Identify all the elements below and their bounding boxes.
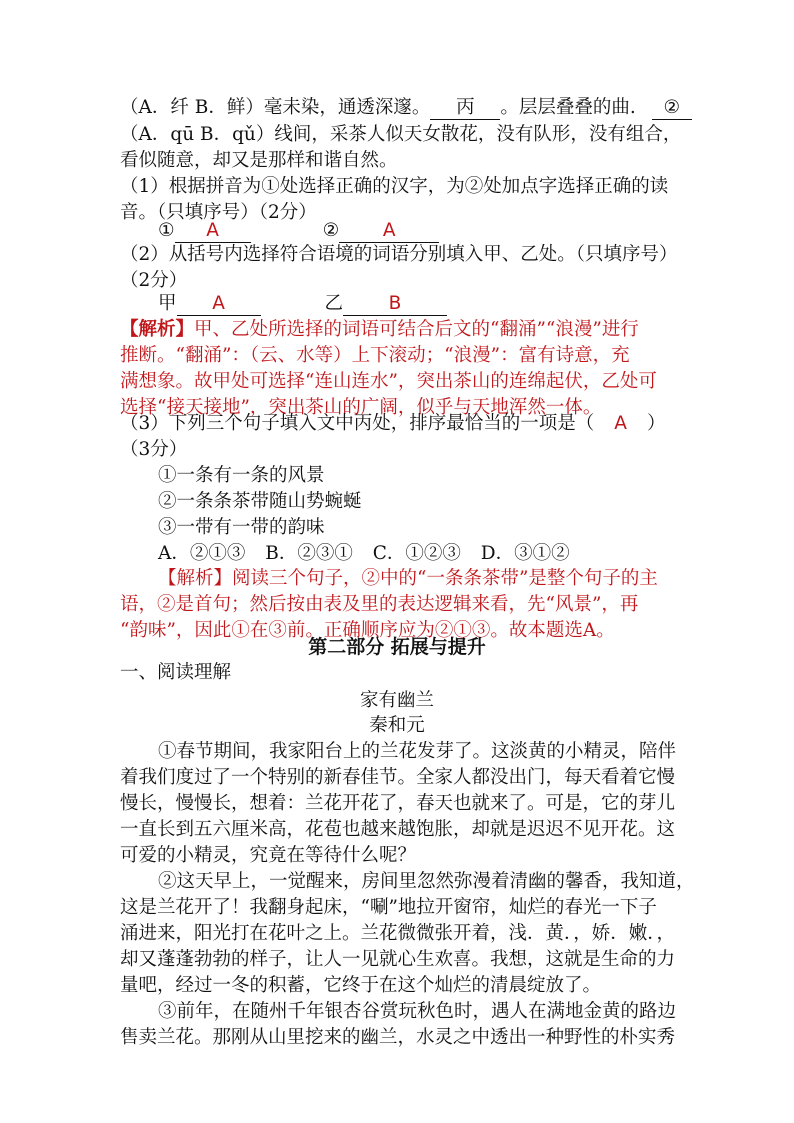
q3-line-1 <box>120 412 665 436</box>
article-author: 秦和元 <box>369 715 425 736</box>
intro-line-1 <box>120 96 692 120</box>
q3-answer: A <box>614 413 627 434</box>
q3-analysis-line-3: “韵味”，因此①在③前。正确顺序应为②①③。故本题选A。 <box>120 620 615 641</box>
q3-line-2: （3分） <box>120 439 188 460</box>
intro-line-2: （A．qū B．qǔ）线间，采茶人似天女散花，没有队形，没有组合， <box>120 124 682 145</box>
passage-p1-line-4: 一直长到五六厘米高，花苞也越来越饱胀，却就是迟迟不见开花。这 <box>120 819 676 840</box>
q2-line-2: （2分） <box>120 270 188 291</box>
passage-p1-line-5: 可爱的小精灵，究竟在等待什么呢？ <box>120 845 417 866</box>
intro-text: （A．纤 B．鲜）毫未染，通透深邃。 <box>120 97 431 118</box>
intro-line-3: 看似随意，却又是那样和谐自然。 <box>120 150 398 171</box>
q1-answer-2: A <box>339 219 439 243</box>
q2-label-yi: 乙 <box>324 293 344 314</box>
q1-line-2: 音。（只填序号）（2分） <box>120 202 317 223</box>
q3-sentence-3: ③一带有一带的韵味 <box>158 517 325 538</box>
passage-p2-line-3: 涌进来，阳光打在花叶之上。兰花微微张开着，浅．黄．，娇．嫩．， <box>120 923 676 944</box>
passage-p1-line-3: 慢长，慢慢长，想着：兰花开花了，春天也就来了。可是，它的芽儿 <box>120 793 676 814</box>
q2-analysis-line-4: 选择“接天接地”，突出茶山的广阔，似乎与天地浑然一体。 <box>120 397 602 418</box>
q3-analysis-line-1: 【解析】阅读三个句子，②中的“一条条茶带”是整个句子的主 <box>158 568 658 589</box>
q3-sentence-2: ②一条条茶带随山势蜿蜒 <box>158 491 362 512</box>
q2-answers <box>158 292 447 316</box>
q3-analysis-line-2: 语，②是首句；然后按由表及里的表达逻辑来看，先“风景”，再 <box>120 594 639 615</box>
section-title: 一、阅读理解 <box>120 662 232 683</box>
intro-text: 。层层叠叠的曲. <box>500 97 636 118</box>
passage-p3-line-1: ③前年，在随州千年银杏谷赏玩秋色时，遇人在满地金黄的路边 <box>158 1001 677 1022</box>
q2-answer-jia: A <box>177 292 261 316</box>
q2-line-1: （2）从括号内选择符合语境的词语分别填入甲、乙处。（只填序号） <box>120 244 678 265</box>
passage-p2-line-4: 却又蓬蓬勃勃的样子，让人一见就心生欢喜。我想，这就是生命的力 <box>120 949 676 970</box>
q3-text-end: ） <box>646 413 666 434</box>
q3-options: A．②①③ B．②③① C．①②③ D．③①② <box>158 543 570 564</box>
passage-p1-line-2: 着我们度过了一个特别的新春佳节。全家人都没出门，每天看着它慢 <box>120 767 676 788</box>
q2-analysis-line-1 <box>120 318 639 342</box>
analysis-tag: 【解析】 <box>120 319 195 340</box>
passage-p2-line-1: ②这天早上，一觉醒来，房间里忽然弥漫着清幽的馨香，我知道， <box>158 871 695 892</box>
q2-answer-yi: B <box>343 292 447 316</box>
q1-label-1: ① <box>158 220 175 241</box>
passage-p2-line-5: 量吧，经过一冬的积蓄，它终于在这个灿烂的清晨绽放了。 <box>120 975 602 996</box>
passage-p2-line-2: 这是兰花开了！我翻身起床，“唰”地拉开窗帘，灿烂的春光一下子 <box>120 897 657 918</box>
q2-analysis-line-2: 推断。“翻涌”：（云、水等）上下滚动；“浪漫”：富有诗意，充 <box>120 345 630 366</box>
q1-line-1: （1）根据拼音为①处选择正确的汉字，为②处加点字选择正确的读 <box>120 176 669 197</box>
passage-p3-line-2: 售卖兰花。那刚从山里挖来的幽兰，水灵之中透出一种野性的朴实秀 <box>120 1027 676 1048</box>
q3-text: （3）下列三个句子填入文中丙处，排序最恰当的一项是（ <box>120 413 595 434</box>
q3-sentence-1: ①一条有一条的风景 <box>158 465 325 486</box>
article-title: 家有幽兰 <box>359 690 434 711</box>
q1-answer-1: A <box>175 219 251 243</box>
passage-p1-line-1: ①春节期间，我家阳台上的兰花发芽了。这淡黄的小精灵，陪伴 <box>158 741 677 762</box>
q2-label-jia: 甲 <box>158 293 177 314</box>
blank-bing: 丙 <box>430 96 500 120</box>
q1-label-2: ② <box>322 220 340 241</box>
analysis-text: 甲、乙处所选择的词语可结合后文的“翻涌”“浪漫”进行 <box>194 319 639 340</box>
q1-answers <box>158 219 439 243</box>
part2-heading: 第二部分 拓展与提升 <box>308 636 486 658</box>
q2-analysis-line-3: 满想象。故甲处可选择“连山连水”，突出茶山的连绵起伏，乙处可 <box>120 371 657 392</box>
blank-circle-2: ② <box>652 96 692 120</box>
